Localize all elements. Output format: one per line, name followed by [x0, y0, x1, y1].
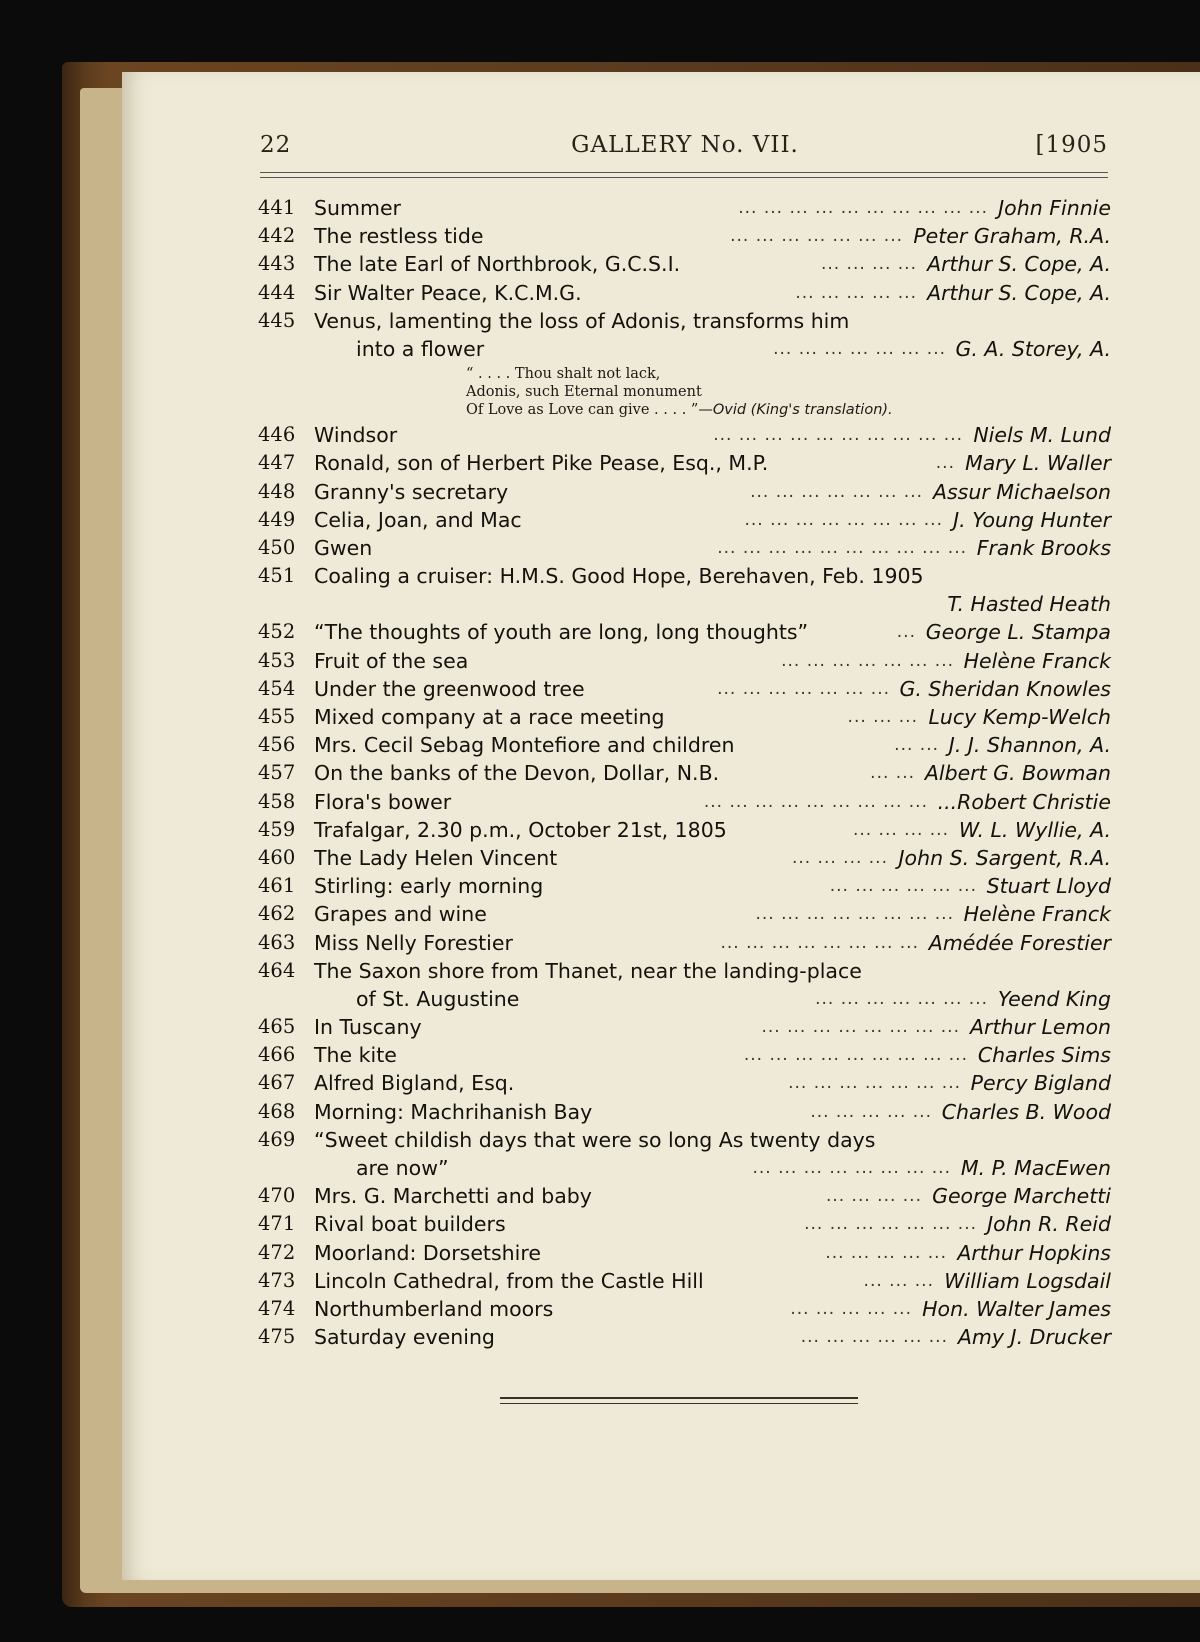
- end-rule: [500, 1397, 858, 1404]
- catalogue-entry: [258, 307, 1111, 335]
- entry-number: 464: [258, 958, 296, 982]
- entry-title: Trafalgar, 2.30 p.m., October 21st, 1805: [314, 817, 727, 842]
- entry-title: Summer: [314, 196, 401, 220]
- artist-name: Frank Brooks: [976, 535, 1111, 560]
- entry-number: 442: [258, 224, 296, 248]
- entry-title: Venus, lamenting the loss of Adonis, transforms him: [314, 308, 850, 333]
- artist-name: George L. Stampa: [925, 620, 1111, 645]
- catalogue-entry: [258, 731, 1111, 759]
- artist-name: Yeend King: [997, 986, 1111, 1011]
- leader-dots: ... ... ... ... ... ... ... ...: [755, 904, 954, 925]
- catalogue-entry: [258, 647, 1111, 675]
- leader-dots: ... ... ... ... ... ... ...: [815, 988, 988, 1009]
- artist-name: Stuart Lloyd: [986, 874, 1111, 899]
- entry-number: 457: [258, 761, 296, 785]
- entry-title: Granny's secretary: [314, 479, 509, 504]
- entry-number: 459: [258, 817, 296, 841]
- artist-name: Amy J. Drucker: [957, 1325, 1111, 1350]
- entry-number: 452: [258, 620, 296, 644]
- entry-number: 463: [258, 930, 296, 954]
- entry-number: 470: [258, 1184, 296, 1208]
- quote-source: —Ovid (King's translation).: [698, 402, 893, 419]
- entry-number: 441: [258, 196, 296, 219]
- quote-text: Of Love as Love can give . . . . ”: [466, 402, 699, 419]
- artist-name: M. P. MacEwen: [960, 1156, 1111, 1180]
- catalogue-entry: [258, 222, 1111, 250]
- catalogue-entry: [258, 1267, 1111, 1295]
- artist-name: William Logsdail: [944, 1268, 1111, 1293]
- leader-dots: ... ... ... ... ... ... ...: [730, 226, 903, 247]
- entry-number: 453: [258, 648, 296, 672]
- catalogue-entry: [258, 506, 1111, 534]
- entry-number: 455: [258, 705, 296, 728]
- entry-number: 446: [258, 423, 296, 447]
- entry-title: The late Earl of Northbrook, G.C.S.I.: [314, 252, 681, 277]
- leader-dots: ... ... ... ... ... ... ...: [804, 1214, 977, 1235]
- entry-number: 449: [258, 507, 296, 531]
- entry-title: The restless tide: [314, 224, 484, 249]
- catalogue-entry: [258, 1041, 1111, 1069]
- artist-name: John S. Sargent, R.A.: [898, 845, 1111, 870]
- catalogue-entry: [258, 1239, 1111, 1267]
- catalogue-entry: [258, 1182, 1111, 1210]
- leader-dots: ... ...: [870, 763, 915, 784]
- entry-number: 447: [258, 451, 296, 475]
- entry-title: Rival boat builders: [314, 1212, 506, 1237]
- entry-title-continued: into a flower: [356, 336, 485, 361]
- catalogue-entry-continued: [258, 985, 1111, 1013]
- leader-dots: ... ... ... ... ... ... ... ... ... ...: [717, 537, 967, 558]
- catalogue-entry-continued: [258, 590, 1111, 618]
- entry-title: The kite: [314, 1043, 397, 1068]
- artist-name: W. L. Wyllie, A.: [958, 817, 1111, 842]
- catalogue-entry: [258, 421, 1111, 449]
- entry-title: Fruit of the sea: [314, 648, 469, 673]
- catalogue-entry: [258, 478, 1111, 506]
- leader-dots: ... ... ... ...: [852, 819, 949, 840]
- entry-title: “Sweet childish days that were so long As twenty days: [314, 1127, 876, 1152]
- entry-title: “The thoughts of youth are long, long thoughts”: [314, 620, 809, 645]
- artist-name: Niels M. Lund: [973, 423, 1111, 448]
- catalogue-entry: [258, 929, 1111, 957]
- entry-title: Miss Nelly Forestier: [314, 930, 513, 955]
- artist-name: J. Young Hunter: [953, 507, 1111, 532]
- leader-dots: ... ... ... ... ... ... ... ...: [744, 509, 943, 530]
- header-rule: [260, 172, 1108, 178]
- entry-number: 472: [258, 1240, 296, 1264]
- leader-dots: ... ... ... ...: [820, 254, 917, 275]
- artist-name: Helène Franck: [963, 902, 1111, 927]
- entry-number: 456: [258, 733, 296, 757]
- artist-name: Peter Graham, R.A.: [913, 224, 1111, 249]
- catalogue-entry: [258, 618, 1111, 646]
- entry-title: On the banks of the Devon, Dollar, N.B.: [314, 761, 720, 786]
- artist-name: Amédée Forestier: [928, 930, 1111, 955]
- entry-title: Mrs. G. Marchetti and baby: [314, 1184, 592, 1209]
- entry-number: 458: [258, 789, 296, 813]
- leader-dots: ... ... ... ... ... ... ...: [788, 1073, 961, 1094]
- leader-dots: ... ... ...: [863, 1270, 934, 1291]
- entry-title: Under the greenwood tree: [314, 676, 585, 701]
- running-head: [260, 132, 1110, 172]
- quote-text: Adonis, such Eternal monument: [466, 384, 702, 401]
- artist-name: J. J. Shannon, A.: [948, 733, 1111, 758]
- artist-name: Assur Michaelson: [932, 479, 1111, 504]
- page-number: 22: [260, 132, 292, 158]
- entry-number: 471: [258, 1212, 296, 1236]
- catalogue-entry: [258, 844, 1111, 872]
- catalogue-entry: [258, 816, 1111, 844]
- artist-name: Mary L. Waller: [965, 451, 1111, 476]
- entry-number: 445: [258, 308, 296, 332]
- catalogue-entry: [258, 759, 1111, 787]
- quote-text: “ . . . . Thou shalt not lack,: [466, 366, 661, 383]
- entry-number: 443: [258, 252, 296, 276]
- entry-number: 450: [258, 535, 296, 559]
- artist-name: Hon. Walter James: [922, 1296, 1111, 1321]
- leader-dots: ... ... ... ... ... ... ...: [773, 338, 946, 359]
- epigraph-quote: [466, 363, 1111, 421]
- entry-title: The Saxon shore from Thanet, near the landing-place: [314, 958, 862, 983]
- artist-name: Lucy Kemp-Welch: [928, 705, 1111, 729]
- leader-dots: ... ... ... ... ... ... ... ... ...: [703, 791, 928, 812]
- entry-number: 461: [258, 874, 296, 898]
- entry-title-continued: of St. Augustine: [356, 986, 520, 1011]
- leader-dots: ... ... ... ... ... ...: [800, 1327, 948, 1348]
- entry-title: Windsor: [314, 423, 398, 448]
- catalogue-entry: [258, 534, 1111, 562]
- catalogue-entry-continued: [258, 1154, 1111, 1182]
- catalogue-entry: [258, 1323, 1111, 1351]
- artist-name: Charles Sims: [977, 1043, 1111, 1068]
- leader-dots: ... ... ... ...: [791, 847, 888, 868]
- leader-dots: ... ... ... ... ... ... ...: [750, 481, 923, 502]
- entry-title: Moorland: Dorsetshire: [314, 1240, 541, 1265]
- leader-dots: ... ... ... ... ...: [825, 1242, 947, 1263]
- catalogue-entry: [258, 562, 1111, 590]
- entry-number: 462: [258, 902, 296, 926]
- quote-line: [466, 383, 1111, 401]
- leader-dots: ... ... ... ... ... ... ... ... ... ...: [713, 425, 963, 446]
- entry-number: 473: [258, 1268, 296, 1292]
- entry-title: Morning: Machrihanish Bay: [314, 1099, 593, 1124]
- entry-title: Ronald, son of Herbert Pike Pease, Esq., M.P.: [314, 451, 769, 476]
- artist-name: Charles B. Wood: [941, 1099, 1111, 1124]
- artist-name: Arthur S. Cope, A.: [927, 280, 1111, 305]
- artist-name: Arthur S. Cope, A.: [927, 252, 1111, 277]
- leader-dots: ... ... ... ... ... ... ... ...: [752, 1158, 951, 1178]
- catalogue-entry: [258, 872, 1111, 900]
- artist-name: George Marchetti: [932, 1184, 1111, 1209]
- entry-number: 460: [258, 845, 296, 869]
- entry-number: 465: [258, 1015, 296, 1039]
- catalogue-entry: [258, 1126, 1111, 1154]
- entry-title: Celia, Joan, and Mac: [314, 507, 522, 532]
- entry-number: 444: [258, 280, 296, 304]
- artist-name: Albert G. Bowman: [924, 761, 1111, 786]
- catalogue-entry: [258, 703, 1111, 731]
- leader-dots: ... ... ... ... ... ... ...: [781, 650, 954, 671]
- leader-dots: ... ... ... ... ... ... ... ... ...: [743, 1045, 968, 1066]
- leader-dots: ... ... ...: [847, 707, 918, 727]
- catalogue-entry: [258, 279, 1111, 307]
- artist-name: Percy Bigland: [970, 1071, 1111, 1096]
- entry-title: Alfred Bigland, Esq.: [314, 1071, 515, 1096]
- catalogue-entry: [258, 1098, 1111, 1126]
- catalogue-entries: [258, 194, 1111, 1351]
- catalogue-entry: [258, 900, 1111, 928]
- catalogue-entry: [258, 194, 1111, 222]
- catalogue-entry: [258, 1013, 1111, 1041]
- entry-title: Lincoln Cathedral, from the Castle Hill: [314, 1268, 704, 1293]
- artist-name: John Finnie: [998, 196, 1111, 220]
- entry-title: Grapes and wine: [314, 902, 487, 927]
- artist-name: John R. Reid: [987, 1212, 1111, 1237]
- catalogue-entry: [258, 957, 1111, 985]
- artist-name: Helène Franck: [963, 648, 1111, 673]
- entry-title: Flora's bower: [314, 789, 452, 814]
- entry-title: Mrs. Cecil Sebag Montefiore and children: [314, 733, 735, 758]
- artist-name: Arthur Hopkins: [957, 1240, 1111, 1265]
- entry-title: Stirling: early morning: [314, 874, 544, 899]
- leader-dots: ...: [935, 453, 955, 474]
- entry-number: 469: [258, 1127, 296, 1151]
- entry-number: 454: [258, 676, 296, 700]
- leader-dots: ... ... ... ... ... ... ... ...: [720, 932, 919, 953]
- leader-dots: ... ... ... ... ... ... ... ... ... ...: [738, 198, 988, 218]
- catalogue-entry-continued: [258, 335, 1111, 363]
- entry-number: 466: [258, 1043, 296, 1067]
- catalogue-entry: [258, 1069, 1111, 1097]
- leader-dots: ... ...: [894, 735, 939, 756]
- artist-name: G. A. Storey, A.: [955, 336, 1111, 361]
- year-label: [1905: [1035, 132, 1108, 158]
- artist-name: T. Hasted Heath: [947, 592, 1111, 617]
- catalogue-entry: [258, 250, 1111, 278]
- artist-name: Arthur Lemon: [970, 1015, 1111, 1040]
- entry-title: Northumberland moors: [314, 1296, 554, 1321]
- catalogue-entry: [258, 675, 1111, 703]
- entry-number: 474: [258, 1296, 296, 1320]
- entry-title: Gwen: [314, 535, 373, 560]
- entry-title: Saturday evening: [314, 1325, 495, 1350]
- leader-dots: ...: [896, 622, 916, 643]
- leader-dots: ... ... ... ... ... ... ...: [717, 678, 890, 699]
- leader-dots: ... ... ... ... ...: [790, 1298, 912, 1319]
- catalogue-entry: [258, 1295, 1111, 1323]
- entry-title: In Tuscany: [314, 1015, 422, 1040]
- entry-number: 475: [258, 1325, 296, 1349]
- entry-title-continued: are now”: [356, 1156, 449, 1180]
- leader-dots: ... ... ... ... ...: [795, 282, 917, 303]
- entry-number: 451: [258, 564, 296, 588]
- entry-number: 468: [258, 1099, 296, 1123]
- quote-line: [466, 401, 1111, 419]
- entry-title: The Lady Helen Vincent: [314, 845, 558, 870]
- entry-number: 467: [258, 1071, 296, 1095]
- quote-line: [466, 365, 1111, 383]
- page-title: GALLERY No. VII.: [571, 132, 799, 158]
- artist-name: ...Robert Christie: [937, 789, 1111, 814]
- catalogue-entry: [258, 1210, 1111, 1238]
- leader-dots: ... ... ... ... ... ... ... ...: [761, 1017, 960, 1038]
- artist-name: G. Sheridan Knowles: [899, 676, 1111, 701]
- entry-title: Mixed company at a race meeting: [314, 705, 665, 729]
- catalogue-entry: [258, 449, 1111, 477]
- entry-title: Coaling a cruiser: H.M.S. Good Hope, Berehaven, Feb. 1905: [314, 564, 924, 589]
- leader-dots: ... ... ... ...: [825, 1186, 922, 1207]
- catalogue-entry: [258, 788, 1111, 816]
- entry-number: 448: [258, 479, 296, 503]
- entry-title: Sir Walter Peace, K.C.M.G.: [314, 280, 582, 305]
- leader-dots: ... ... ... ... ...: [810, 1101, 932, 1122]
- leader-dots: ... ... ... ... ... ...: [829, 876, 977, 897]
